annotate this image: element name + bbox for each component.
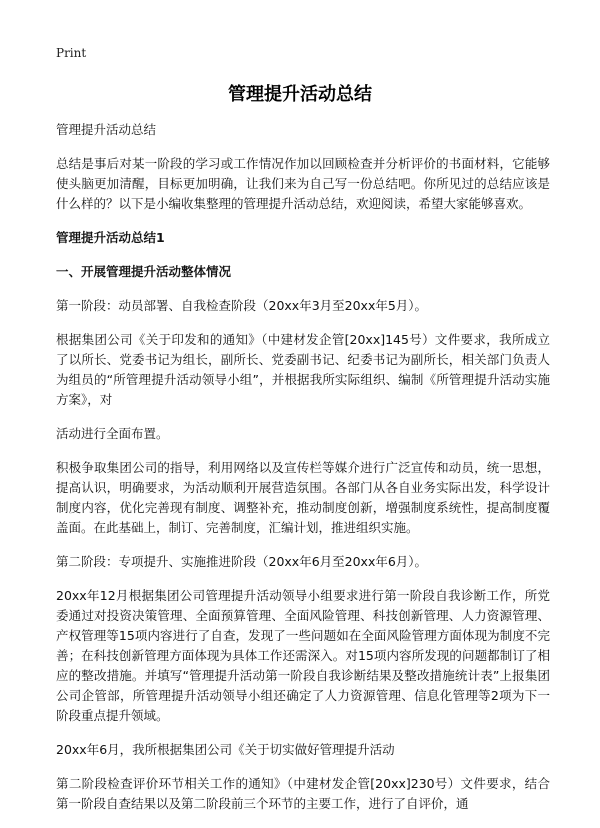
section-heading: 管理提升活动总结1 bbox=[56, 230, 165, 245]
body-paragraph-1: 根据集团公司《关于印发和的通知》（中建材发企管[20xx]145号）文件要求，我所成立了以所长、党委书记为组长，副所长、党委副书记、纪委书记为副所长，相关部门负责人为组员的“所管理提升活动领导小组”，并根据我所实际组织、编制《所管理提升活动实施方案》，对 bbox=[56, 332, 550, 407]
section-subheading: 一、开展管理提升活动整体情况 bbox=[56, 264, 232, 279]
subtitle-paragraph: 管理提升活动总结 bbox=[56, 122, 157, 137]
document-body bbox=[56, 120, 550, 828]
body-paragraph-2: 活动进行全面布置。 bbox=[56, 426, 169, 441]
body-paragraph-6: 第二阶段检查评价环节相关工作的通知》（中建材发企管[20xx]230号）文件要求，结合第一阶段自查结果以及第二阶段前三个环节的主要工作，进行了自评价，通 bbox=[56, 776, 550, 811]
body-paragraph-3: 积极争取集团公司的指导，利用网络以及宣传栏等媒介进行广泛宣传和动员，统一思想，提高认识，明确要求，为活动顺利开展营造氛围。各部门从各自业务实际出发，科学设计制度内容，优化完善现有制度、调整补充，推动制度创新，增强制度系统性，提高制度覆盖面。在此基础上，制订、完善制度，汇编计划，推进组织实施。 bbox=[56, 460, 550, 535]
page-title: 管理提升活动总结 bbox=[228, 84, 372, 105]
stage-two-paragraph: 第二阶段：专项提升、实施推进阶段（20xx年6月至20xx年6月）。 bbox=[56, 554, 428, 569]
stage-one-paragraph: 第一阶段：动员部署、自我检查阶段（20xx年3月至20xx年5月）。 bbox=[56, 298, 428, 313]
print-link[interactable]: Print bbox=[56, 46, 87, 60]
body-paragraph-5: 20xx年6月，我所根据集团公司《关于切实做好管理提升活动 bbox=[56, 742, 395, 757]
intro-paragraph: 总结是事后对某一阶段的学习或工作情况作加以回顾检查并分析评价的书面材料，它能够使头脑更加清醒，目标更加明确，让我们来为自己写一份总结吧。你所见过的总结应该是什么样的？以下是小编收集整理的管理提升活动总结，欢迎阅读，希望大家能够喜欢。 bbox=[56, 156, 550, 211]
body-paragraph-4: 20xx年12月根据集团公司管理提升活动领导小组要求进行第一阶段自我诊断工作，所党委通过对投资决策管理、全面预算管理、全面风险管理、科技创新管理、人力资源管理、产权管理等15项内容进行了自查，发现了一些问题如在全面风险管理方面体现为制度不完善；在科技创新管理方面体现为具体工作还需深入。对15项内容所发现的问题都制订了相应的整改措施。并填写“管理提升活动第一阶段自我诊断结果及整改措施统计表”上报集团公司企管部，所管理提升活动领导小组还确定了人力资源管理、信息化管理等2项为下一阶段重点提升领域。 bbox=[56, 588, 550, 723]
